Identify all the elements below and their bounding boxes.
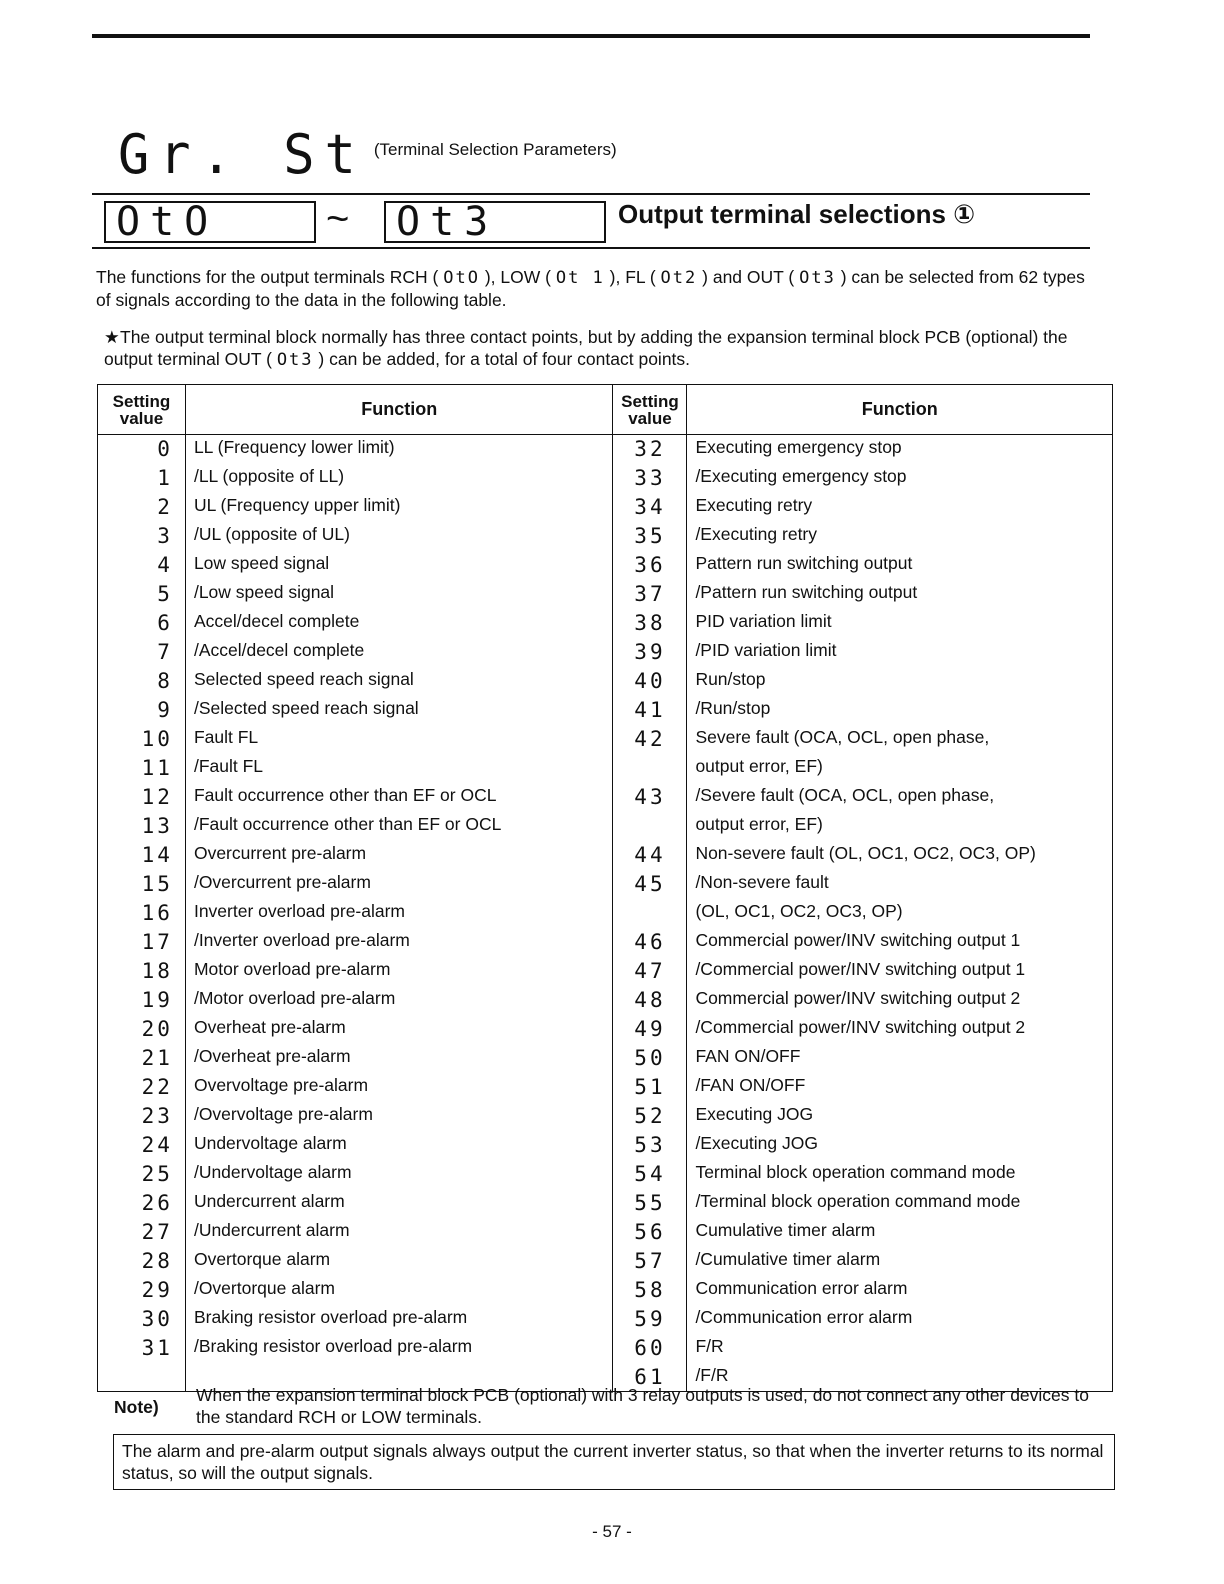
setting-value-right: 50 [613,1044,687,1073]
setting-value-left: 7 [98,638,186,667]
function-right: Communication error alarm [687,1276,1113,1305]
setting-value-right [613,899,687,928]
setting-value-left: 2 [98,493,186,522]
setting-value-right: 42 [613,725,687,754]
table-row [98,899,1113,928]
setting-value-left: 31 [98,1334,186,1363]
header-setting-right: Setting value [613,385,687,435]
function-left: Braking resistor overload pre-alarm [185,1305,613,1334]
param-code-end: Ot3 [396,199,499,245]
page-number: - 57 - [592,1522,632,1541]
setting-value-left: 12 [98,783,186,812]
function-right: /FAN ON/OFF [687,1073,1113,1102]
setting-value-right: 44 [613,841,687,870]
setting-value-left: 29 [98,1276,186,1305]
setting-value-left: 3 [98,522,186,551]
note-label: Note) [114,1397,159,1417]
intro-code-0: OtO [443,268,480,288]
setting-value-left: 20 [98,1015,186,1044]
function-right: Commercial power/INV switching output 1 [687,928,1113,957]
setting-value-right [613,754,687,783]
function-left: Fault occurrence other than EF or OCL [185,783,613,812]
function-right: Executing JOG [687,1102,1113,1131]
setting-value-right: 45 [613,870,687,899]
setting-value-right: 52 [613,1102,687,1131]
setting-value-right: 35 [613,522,687,551]
setting-value-right: 40 [613,667,687,696]
setting-value-left: 19 [98,986,186,1015]
star-icon: ★ [104,327,120,347]
setting-value-right: 47 [613,957,687,986]
setting-value-right: 37 [613,580,687,609]
function-right: Commercial power/INV switching output 2 [687,986,1113,1015]
function-left: /Fault FL [185,754,613,783]
function-left: /Accel/decel complete [185,638,613,667]
table-row [98,1044,1113,1073]
setting-value-right: 51 [613,1073,687,1102]
range-separator: ~ [326,197,350,241]
setting-value-left: 9 [98,696,186,725]
setting-value-left: 18 [98,957,186,986]
title-rule [92,247,1090,249]
function-left: Selected speed reach signal [185,667,613,696]
table-row [98,1189,1113,1218]
table-row [98,580,1113,609]
note-text: When the expansion terminal block PCB (optional) with 3 relay outputs is used, do not connect any other devices to the standard RCH or LOW terminals. [196,1385,1089,1427]
setting-value-left: 0 [98,435,186,464]
setting-value-left: 25 [98,1160,186,1189]
setting-value-right: 49 [613,1015,687,1044]
function-left: Fault FL [185,725,613,754]
table-row [98,957,1113,986]
setting-value-left: 17 [98,928,186,957]
function-right: Non-severe fault (OL, OC1, OC2, OC3, OP) [687,841,1113,870]
function-right: Run/stop [687,667,1113,696]
function-left: Inverter overload pre-alarm [185,899,613,928]
function-right: FAN ON/OFF [687,1044,1113,1073]
function-left: LL (Frequency lower limit) [185,435,613,464]
intro-code-3: Ot3 [799,268,836,288]
function-left: /Selected speed reach signal [185,696,613,725]
setting-value-left: 23 [98,1102,186,1131]
function-right: /F/R [687,1363,1113,1392]
setting-value-right: 33 [613,464,687,493]
table-row [98,783,1113,812]
header-function-right: Function [687,385,1113,435]
setting-value-right: 58 [613,1276,687,1305]
table-body [98,435,1113,1392]
function-left: /Overvoltage pre-alarm [185,1102,613,1131]
setting-value-right: 34 [613,493,687,522]
function-right: /Commercial power/INV switching output 1 [687,957,1113,986]
table-header-row [98,385,1113,435]
param-code-box-start [104,201,316,243]
intro-text-1: The functions for the output terminals RCH ( [96,267,439,287]
table-row [98,928,1113,957]
setting-value-left: 26 [98,1189,186,1218]
table-row [98,435,1113,464]
setting-value-left: 14 [98,841,186,870]
function-right: /Run/stop [687,696,1113,725]
table-row [98,1015,1113,1044]
function-left: Accel/decel complete [185,609,613,638]
setting-value-right: 56 [613,1218,687,1247]
header-function-left: Function [185,385,613,435]
setting-value-left: 22 [98,1073,186,1102]
function-left: /UL (opposite of UL) [185,522,613,551]
function-right: Executing emergency stop [687,435,1113,464]
table-row [98,667,1113,696]
setting-value-left: 5 [98,580,186,609]
function-right: /Commercial power/INV switching output 2 [687,1015,1113,1044]
group-header [118,123,617,187]
function-left: /Overcurrent pre-alarm [185,870,613,899]
function-left: Overtorque alarm [185,1247,613,1276]
param-code-start: OtO [116,199,219,245]
setting-value-right: 57 [613,1247,687,1276]
function-left: /Braking resistor overload pre-alarm [185,1334,613,1363]
setting-value-right: 41 [613,696,687,725]
param-code-box-end [384,201,606,243]
setting-value-left: 15 [98,870,186,899]
function-right: /Communication error alarm [687,1305,1113,1334]
function-left: Overvoltage pre-alarm [185,1073,613,1102]
setting-value-right: 61 [613,1363,687,1392]
function-right: /Executing retry [687,522,1113,551]
intro-code-1: Ot 1 [555,268,605,288]
function-right: Executing retry [687,493,1113,522]
table-row [98,725,1113,754]
table-row [98,551,1113,580]
function-left: Overheat pre-alarm [185,1015,613,1044]
star-note [104,326,1098,371]
table-row [98,1276,1113,1305]
function-right: /Terminal block operation command mode [687,1189,1113,1218]
table-row [98,522,1113,551]
table-row [98,493,1113,522]
function-right: output error, EF) [687,812,1113,841]
function-left: /Overheat pre-alarm [185,1044,613,1073]
setting-value-left: 1 [98,464,186,493]
function-right: output error, EF) [687,754,1113,783]
header-setting-left: Setting value [98,385,186,435]
function-right: /Pattern run switching output [687,580,1113,609]
intro-text-2: ), LOW ( [484,267,551,287]
function-table [97,384,1113,1392]
function-left: /Motor overload pre-alarm [185,986,613,1015]
table-row [98,754,1113,783]
function-right: Pattern run switching output [687,551,1113,580]
function-right: /Non-severe fault [687,870,1113,899]
function-left: /Fault occurrence other than EF or OCL [185,812,613,841]
table-row [98,1073,1113,1102]
setting-value-right: 48 [613,986,687,1015]
function-right: PID variation limit [687,609,1113,638]
table-row [98,986,1113,1015]
function-left: UL (Frequency upper limit) [185,493,613,522]
setting-value-right: 43 [613,783,687,812]
table-row [98,841,1113,870]
setting-value-left: 21 [98,1044,186,1073]
function-right: /Executing JOG [687,1131,1113,1160]
group-caption: (Terminal Selection Parameters) [373,140,617,159]
setting-value-left: 30 [98,1305,186,1334]
star-text-1: The output terminal block normally has three contact points, but by adding the expansion terminal block PCB (optional) the output terminal OUT ( [104,327,1068,369]
table-row [98,609,1113,638]
top-rule [92,34,1090,38]
note [114,1384,1114,1428]
table-row [98,464,1113,493]
setting-value-right: 36 [613,551,687,580]
table-row [98,1218,1113,1247]
function-right: Terminal block operation command mode [687,1160,1113,1189]
function-right: F/R [687,1334,1113,1363]
function-right: /Cumulative timer alarm [687,1247,1113,1276]
setting-value-right: 39 [613,638,687,667]
function-right: Severe fault (OCA, OCL, open phase, [687,725,1113,754]
boxed-note: The alarm and pre-alarm output signals always output the current inverter status, so that when the inverter returns to its normal status, so will the output signals. [113,1434,1115,1490]
table-row [98,1305,1113,1334]
function-left: Undervoltage alarm [185,1131,613,1160]
param-title: Output terminal selections ① [618,199,976,229]
setting-value-right: 46 [613,928,687,957]
function-left: /Low speed signal [185,580,613,609]
setting-value-right: 55 [613,1189,687,1218]
function-left: /Undervoltage alarm [185,1160,613,1189]
setting-value-left: 11 [98,754,186,783]
intro-paragraph [96,266,1096,311]
intro-text-4: ) and OUT ( [702,267,795,287]
function-right: /Executing emergency stop [687,464,1113,493]
table-row [98,1160,1113,1189]
table-row [98,638,1113,667]
function-left: Motor overload pre-alarm [185,957,613,986]
setting-value-left: 10 [98,725,186,754]
setting-value-right: 32 [613,435,687,464]
setting-value-right [613,812,687,841]
intro-code-2: Ot2 [660,268,698,288]
setting-value-left: 24 [98,1131,186,1160]
setting-value-left: 13 [98,812,186,841]
star-code: Ot3 [276,350,314,370]
setting-value-right: 38 [613,609,687,638]
table-row [98,1247,1113,1276]
setting-value-right: 54 [613,1160,687,1189]
function-right: /Severe fault (OCA, OCL, open phase, [687,783,1113,812]
table-row [98,1131,1113,1160]
table-row [98,870,1113,899]
setting-value-right: 60 [613,1334,687,1363]
group-code: Gr. St [118,123,366,187]
table-row [98,812,1113,841]
intro-text-5: ) can be selected from 62 types of signals according to the data in the following table. [96,267,1085,310]
function-left: Undercurrent alarm [185,1189,613,1218]
table-row [98,1102,1113,1131]
star-text-2: ) can be added, for a total of four contact points. [318,349,691,369]
function-left: /Overtorque alarm [185,1276,613,1305]
function-left: Overcurrent pre-alarm [185,841,613,870]
function-left: Low speed signal [185,551,613,580]
setting-value-left: 28 [98,1247,186,1276]
intro-text-3: ), FL ( [609,267,656,287]
function-right: (OL, OC1, OC2, OC3, OP) [687,899,1113,928]
setting-value-left: 16 [98,899,186,928]
function-left: /Inverter overload pre-alarm [185,928,613,957]
function-left: /LL (opposite of LL) [185,464,613,493]
setting-value-left: 6 [98,609,186,638]
function-left: /Undercurrent alarm [185,1218,613,1247]
setting-value-right: 59 [613,1305,687,1334]
table-row [98,696,1113,725]
setting-value-left: 4 [98,551,186,580]
setting-value-right: 53 [613,1131,687,1160]
setting-value-left: 8 [98,667,186,696]
parameter-title-row [100,195,1100,247]
table-row [98,1334,1113,1363]
function-right: /PID variation limit [687,638,1113,667]
function-right: Cumulative timer alarm [687,1218,1113,1247]
setting-value-left: 27 [98,1218,186,1247]
